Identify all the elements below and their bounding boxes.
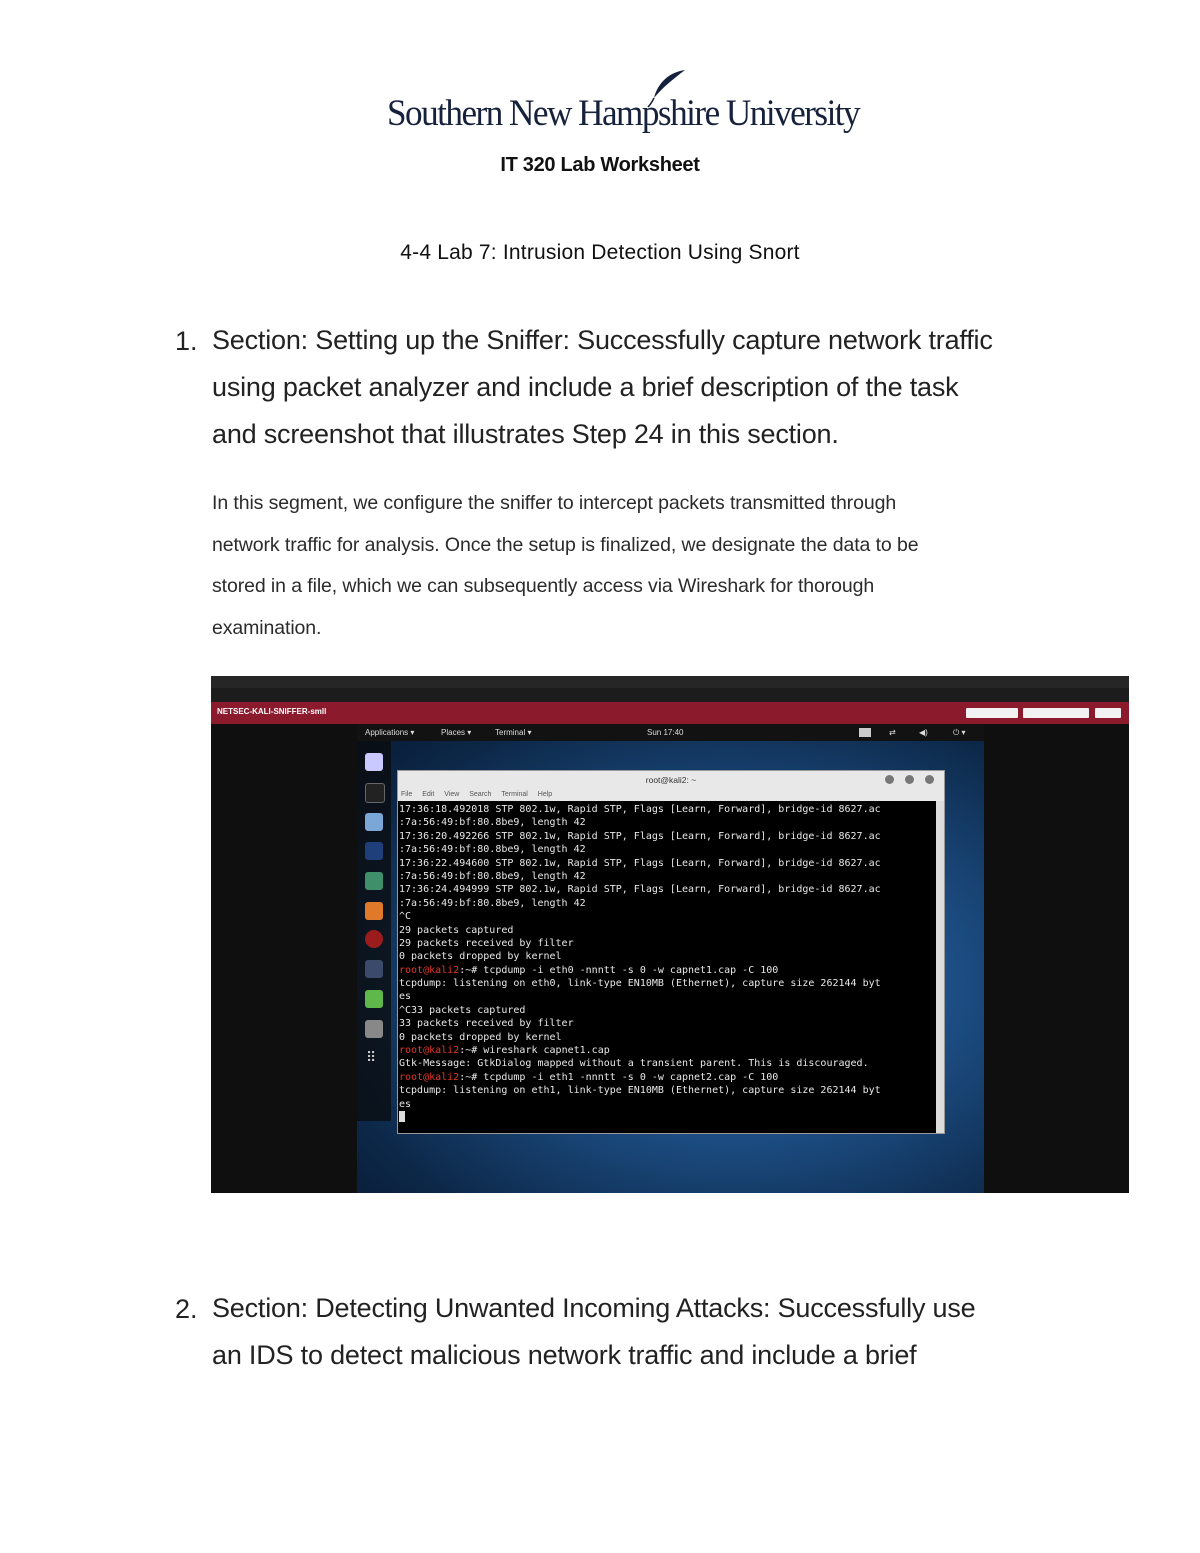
terminal-line xyxy=(399,977,935,990)
university-logo xyxy=(0,68,1200,138)
terminal-line xyxy=(399,897,935,910)
maximize-icon[interactable] xyxy=(905,775,914,784)
terminal-text: 29 packets captured xyxy=(399,924,514,936)
terminal-text: tcpdump: listening on eth0, link-type EN10MB (Ethernet), capture size 262144 byt xyxy=(399,978,881,990)
terminal-window xyxy=(397,770,945,1134)
terminal-text: 0 packets dropped by kernel xyxy=(399,951,562,963)
terminal-text: :~# tcpdump -i eth1 -nnntt -s 0 -w capnet2.cap -C 100 xyxy=(459,1071,779,1083)
armitage-dock-icon[interactable] xyxy=(365,872,383,890)
worksheet-title: IT 320 Lab Worksheet xyxy=(500,154,700,176)
terminal-text: Gtk-Message: GtkDialog mapped without a transient parent. This is discouraged. xyxy=(399,1058,869,1070)
applications-menu[interactable]: Applications ▾ xyxy=(365,728,415,737)
terminal-line xyxy=(399,816,935,829)
section-2-line: an IDS to detect malicious network traffic and include a brief xyxy=(212,1340,917,1370)
terminal-line xyxy=(399,1004,935,1017)
terminal-line xyxy=(399,1057,935,1070)
terminal-text: :7a:56:49:bf:80.8be9, length 42 xyxy=(399,844,586,856)
description-line: stored in a file, which we can subsequently access via Wireshark for thorough xyxy=(212,575,875,597)
netsec-bar xyxy=(211,702,1129,724)
dock xyxy=(357,741,391,1121)
clock: Sun 17:40 xyxy=(647,728,684,737)
terminal-text: 29 packets received by filter xyxy=(399,937,574,949)
volume-icon[interactable]: ◀) xyxy=(919,728,928,737)
section-2-heading xyxy=(212,1285,1112,1379)
terminal-menu-bar xyxy=(398,789,944,801)
power-icon[interactable]: ⏻ ▾ xyxy=(953,728,966,737)
menu-search[interactable]: Search xyxy=(469,791,492,798)
terminal-text: :~# wireshark capnet1.cap xyxy=(459,1045,610,1057)
gnome-top-bar xyxy=(357,724,984,741)
terminal-text: :7a:56:49:bf:80.8be9, length 42 xyxy=(399,870,586,882)
terminal-output[interactable] xyxy=(399,803,935,1131)
section-1-line: using packet analyzer and include a brief description of the task xyxy=(212,372,959,402)
files-dock-icon[interactable] xyxy=(365,813,383,831)
burpsuite-dock-icon[interactable] xyxy=(365,902,383,920)
screenshot-dock-icon[interactable] xyxy=(365,1020,383,1038)
close-icon[interactable] xyxy=(925,775,934,784)
university-name: Southern New Hampshire University xyxy=(387,93,860,134)
faraday-dock-icon[interactable] xyxy=(365,930,383,948)
terminal-text: :7a:56:49:bf:80.8be9, length 42 xyxy=(399,817,586,829)
terminal-text: 17:36:20.492266 STP 802.1w, Rapid STP, Flags [Learn, Forward], bridge-id 8627.ac xyxy=(399,830,881,842)
vm-desktop xyxy=(357,724,984,1193)
network-icon[interactable]: ⇄ xyxy=(889,728,896,737)
terminal-cursor-line xyxy=(399,1111,935,1124)
menu-view[interactable]: View xyxy=(444,791,460,798)
maltego-dock-icon[interactable] xyxy=(365,960,383,978)
description-line: network traffic for analysis. Once the setup is finalized, we designate the data to be xyxy=(212,533,919,556)
terminal-scrollbar[interactable] xyxy=(936,801,944,1133)
menu-help[interactable]: Help xyxy=(537,791,553,798)
terminal-text: 17:36:22.494600 STP 802.1w, Rapid STP, Flags [Learn, Forward], bridge-id 8627.ac xyxy=(399,857,881,869)
menu-file[interactable]: File xyxy=(401,791,413,798)
terminal-text: ^C33 packets captured xyxy=(399,1004,526,1016)
menu-terminal[interactable]: Terminal xyxy=(501,791,528,798)
terminal-line xyxy=(399,1071,935,1084)
places-menu[interactable]: Places ▾ xyxy=(441,728,472,737)
show-apps-icon[interactable]: ⠿ xyxy=(366,1049,377,1065)
terminal-line xyxy=(399,857,935,870)
section-1-description xyxy=(212,483,1112,649)
notes-dock-icon[interactable] xyxy=(365,990,383,1008)
terminal-line xyxy=(399,830,935,843)
terminal-line xyxy=(399,950,935,963)
shell-prompt: root@kali2 xyxy=(399,964,460,976)
terminal-title: root@kali2: ~ xyxy=(645,775,697,785)
description-line: examination. xyxy=(212,616,322,639)
minimize-icon[interactable] xyxy=(885,775,894,784)
section-2-line: Section: Detecting Unwanted Incoming Attacks: Successfully use xyxy=(212,1293,976,1323)
metasploit-dock-icon[interactable] xyxy=(365,842,383,860)
shell-prompt: root@kali2 xyxy=(399,1071,460,1083)
terminal-line xyxy=(399,1084,935,1097)
section-1-heading xyxy=(212,317,1112,458)
vm-name-label: NETSEC-KALI-SNIFFER-smll xyxy=(217,707,327,716)
section-1-line: Section: Setting up the Sniffer: Successfully capture network traffic xyxy=(212,325,993,355)
browser-dock-icon[interactable] xyxy=(365,753,383,771)
shell-prompt: root@kali2 xyxy=(399,1045,460,1057)
terminal-menu[interactable]: Terminal ▾ xyxy=(495,728,532,737)
terminal-text: es xyxy=(399,991,412,1003)
terminal-line xyxy=(399,924,935,937)
terminal-line xyxy=(399,1098,935,1111)
terminal-text: 0 packets dropped by kernel xyxy=(399,1031,562,1043)
terminal-line xyxy=(399,1017,935,1030)
terminal-title-bar xyxy=(398,771,944,789)
lab-title: 4-4 Lab 7: Intrusion Detection Using Snort xyxy=(400,241,800,264)
section-2-number: 2. xyxy=(175,1294,198,1324)
terminal-text: es xyxy=(399,1098,412,1110)
browser-title-bar xyxy=(211,676,1129,688)
netsec-button[interactable] xyxy=(1095,708,1121,718)
browser-url-bar xyxy=(211,688,1129,702)
netsec-button[interactable] xyxy=(1023,708,1089,718)
terminal-text: :7a:56:49:bf:80.8be9, length 42 xyxy=(399,897,586,909)
terminal-line xyxy=(399,883,935,896)
workspace-indicator[interactable] xyxy=(859,728,871,737)
section-1-line: and screenshot that illustrates Step 24 in this section. xyxy=(212,419,839,449)
terminal-line xyxy=(399,910,935,923)
description-line: In this segment, we configure the sniffer to intercept packets transmitted through xyxy=(212,492,897,514)
terminal-line xyxy=(399,1031,935,1044)
terminal-text: tcpdump: listening on eth1, link-type EN10MB (Ethernet), capture size 262144 byt xyxy=(399,1085,881,1097)
terminal-screenshot xyxy=(211,676,1129,1193)
netsec-button[interactable] xyxy=(966,708,1018,718)
terminal-dock-icon[interactable] xyxy=(365,783,385,803)
menu-edit[interactable]: Edit xyxy=(422,791,435,798)
terminal-line xyxy=(399,1044,935,1057)
terminal-cursor xyxy=(399,1111,405,1122)
terminal-text: :~# tcpdump -i eth0 -nnntt -s 0 -w capnet1.cap -C 100 xyxy=(459,964,779,976)
terminal-text: ^C xyxy=(399,911,412,923)
section-1-number: 1. xyxy=(175,326,198,356)
terminal-text: 17:36:24.494999 STP 802.1w, Rapid STP, Flags [Learn, Forward], bridge-id 8627.ac xyxy=(399,884,881,896)
terminal-line xyxy=(399,803,935,816)
terminal-text: 33 packets received by filter xyxy=(399,1018,574,1030)
terminal-line xyxy=(399,964,935,977)
terminal-line xyxy=(399,870,935,883)
terminal-line xyxy=(399,843,935,856)
terminal-text: 17:36:18.492018 STP 802.1w, Rapid STP, Flags [Learn, Forward], bridge-id 8627.ac xyxy=(399,804,881,815)
terminal-line xyxy=(399,990,935,1003)
terminal-line xyxy=(399,937,935,950)
